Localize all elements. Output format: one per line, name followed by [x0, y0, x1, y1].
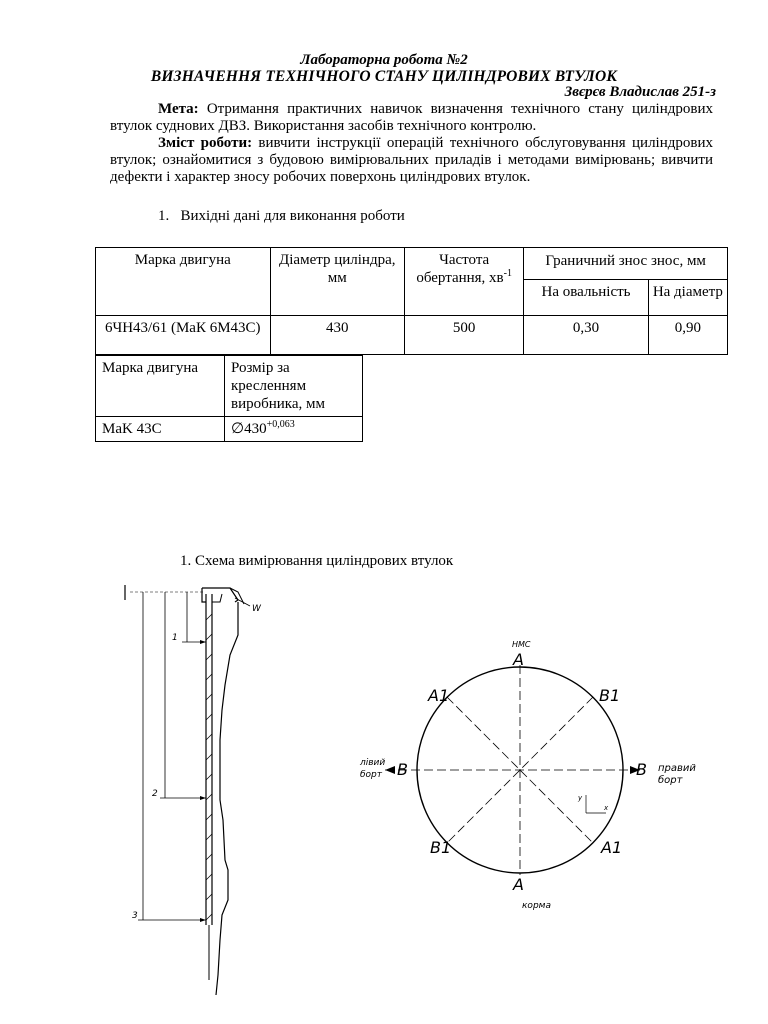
liner-section-drawing [110, 580, 280, 1000]
goal-paragraph [110, 101, 713, 135]
label-b1-bottom-left: B1 [430, 838, 452, 857]
label-a-bottom: A [513, 875, 524, 894]
label-b-left: B [397, 760, 408, 779]
th-ovality: На овальність [524, 280, 648, 316]
note-right-2: борт [658, 775, 683, 786]
section2-heading: 1. Схема вимірювання циліндрових втулок [180, 553, 454, 569]
note-nms: НМС [512, 640, 531, 649]
cell-engine: 6ЧН43/61 (МаК 6М43С) [96, 316, 271, 355]
label-b-right: B [636, 760, 647, 779]
cell2-engine: MaK 43C [96, 417, 225, 442]
axis-y: y [578, 794, 583, 802]
axis-x: x [604, 804, 609, 812]
label-b1-top-right: B1 [599, 686, 621, 705]
cell-diameter: 430 [270, 316, 404, 355]
th-freq: Частота обертання, $хв^{-1}$ [404, 248, 523, 316]
section1-heading: 1. Вихідні дані для виконання роботи [158, 208, 405, 224]
note-right-1: правий [658, 763, 696, 774]
th2-size: Розмір за кресленням виробника, мм [225, 356, 363, 417]
label-3: 3 [132, 911, 138, 921]
cell-ovality: 0,30 [524, 316, 648, 355]
th-wear: Граничний знос знос, мм [524, 248, 728, 280]
goal-label: Мета: [158, 101, 199, 117]
measurement-circle-diagram [350, 625, 730, 925]
th-diam-wear: На діаметр [648, 280, 727, 316]
label-a1-bottom-right: A1 [601, 838, 623, 857]
content-text: вивчити інструкції операцій технічного обслуговування циліндрових втулок; ознайомитися з будовою вимірювальних приладів і методами вимірювань; вивчити дефекти і характер зносу робочих поверхонь циліндрових втулок. [110, 135, 713, 185]
main-title: ВИЗНАЧЕННЯ ТЕХНІЧНОГО СТАНУ ЦИЛІНДРОВИХ ВТУЛОК [150, 68, 618, 85]
note-left-2: борт [360, 770, 383, 780]
cell2-size: $\emptyset 430^{+0,063}$ [225, 417, 363, 442]
engine-data-table [95, 247, 728, 355]
content-paragraph [110, 135, 713, 186]
th-engine: Марка двигуна [96, 248, 271, 316]
label-a1-top-left: A1 [428, 686, 450, 705]
th2-engine: Марка двигуна [96, 356, 225, 417]
engine-size-table [95, 355, 363, 442]
label-2: 2 [152, 789, 158, 799]
label-a-top: A [513, 650, 524, 669]
cell-diam-wear: 0,90 [648, 316, 727, 355]
note-left-1: лівий [360, 758, 386, 768]
label-w: W [252, 604, 261, 614]
note-stern: корма [522, 901, 551, 911]
content-label: Зміст роботи: [158, 135, 253, 151]
author: Звєрєв Владислав 251-з [564, 84, 716, 100]
label-1: 1 [172, 633, 178, 643]
th-diameter: Діаметр циліндра, мм [270, 248, 404, 316]
lab-title: Лабораторна робота №2 [300, 52, 468, 68]
goal-text: Отримання практичних навичок визначення технічного стану циліндрових втулок суднових ДВЗ. Використання засобів технічного контролю. [110, 101, 713, 134]
cell-freq: 500 [404, 316, 523, 355]
